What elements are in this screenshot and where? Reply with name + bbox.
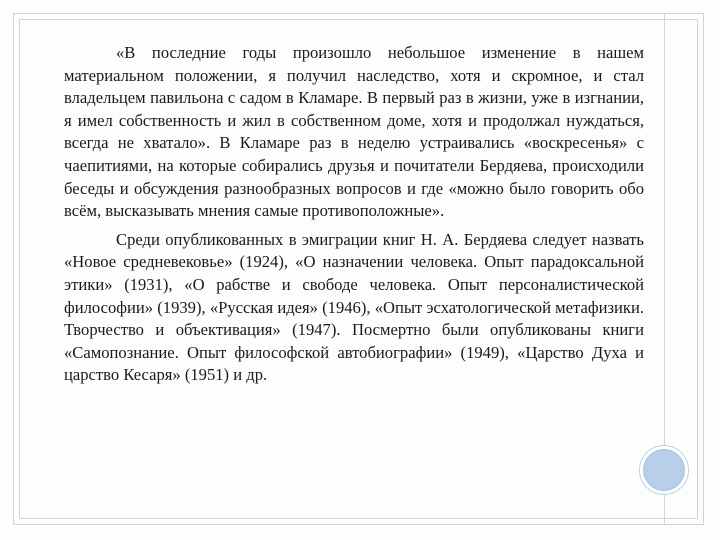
decorative-circle-icon	[640, 446, 688, 494]
paragraph-clamart: «В последние годы произошло небольшое изменение в нашем материальном положении, я получил наследство, хотя и скромное, и стал владельцем павильона с садом в Кламаре. В первый раз в жизни, уже в изгнании, я имел собственность и жил в собственном доме, хотя и продолжал нуждаться, всегда не хватало». В Кламаре раз в неделю устраивались «воскресенья» с чаепитиями, на которые собирались друзья и почитатели Бердяева, происходили беседы и обсуждения разнообразных вопросов и где «можно было говорить обо всём, высказывать мнения самые противоположные».	[64, 43, 644, 221]
slide-body-text	[64, 42, 644, 393]
paragraph-publications: Среди опубликованных в эмиграции книг Н. А. Бердяева следует назвать «Новое средневековье» (1924), «О назначении человека. Опыт парадоксальной этики» (1931), «О рабстве и свободе человека. Опыт персоналистической философии» (1939), «Русская идея» (1946), «Опыт эсхатологической метафизики. Творчество и объективация» (1947). Посмертно были опубликованы книги «Самопознание. Опыт философской автобиографии» (1949), «Царство Духа и царство Кесаря» (1951) и др.	[64, 229, 644, 385]
